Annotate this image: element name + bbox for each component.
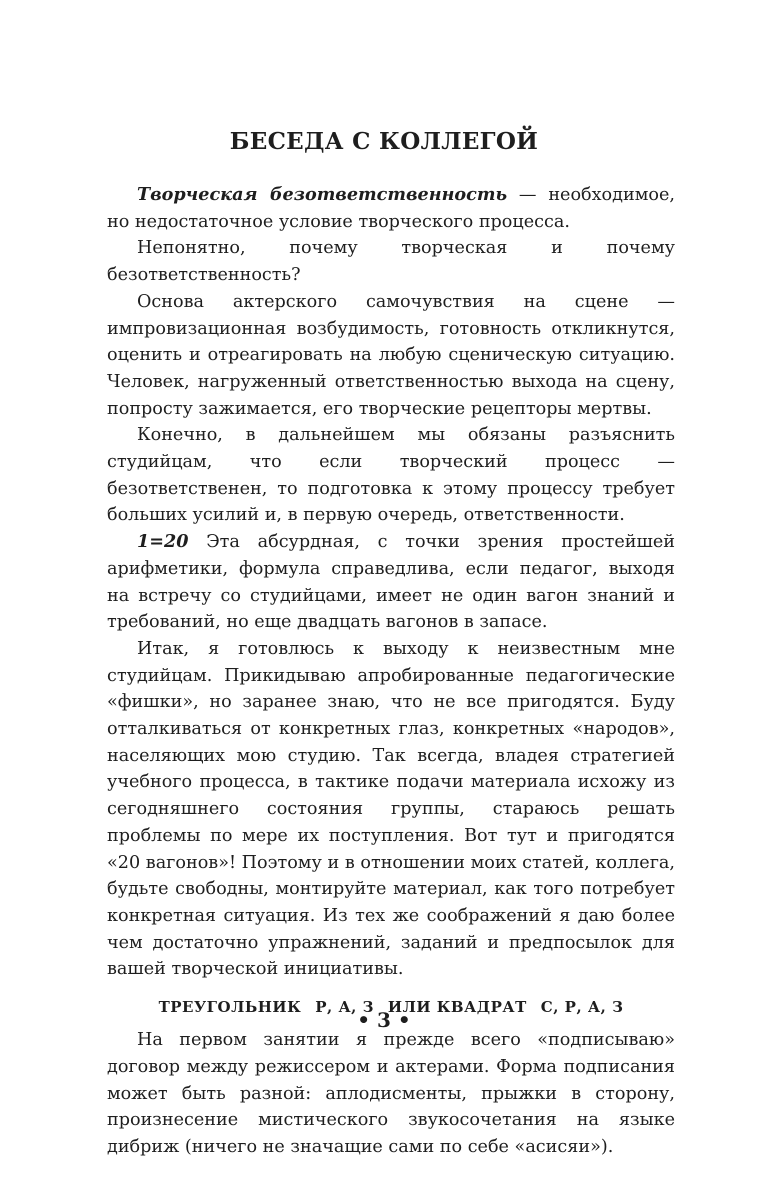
paragraph-4: Конечно, в дальнейшем мы обязаны разъяснить студийцам, что если творческий процесс — безответственен, то подготовка к этому процессу требует больших усилий и, в первую очередь, ответственности. bbox=[107, 425, 675, 526]
subheading-square-letters: С, Р, А, З bbox=[540, 998, 624, 1017]
page-title: БЕСЕДА С КОЛЛЕГОЙ bbox=[229, 128, 539, 155]
paragraph-5-text: Эта абсурдная, с точки зрения простейшей арифметики, формула справедлива, если педагог, выходя на встречу со студийцами, имеет не один вагон знаний и требований, но еще двадцать вагонов в запасе. bbox=[107, 532, 675, 633]
term-one-equals-twenty: 1=20 bbox=[137, 531, 189, 553]
subheading-or-square: ИЛИ КВАДРАТ bbox=[387, 998, 527, 1017]
subheading-triangle: ТРЕУГОЛЬНИК bbox=[158, 998, 302, 1017]
paragraph-3: Основа актерского самочувствия на сцене — импровизационная возбудимость, готовность откликнутся, оценить и отреагировать на любую сценическую ситуацию. Человек, нагруженный ответственностью выхода на сцену, попросту зажимается, его творческие рецепторы мертвы. bbox=[107, 291, 675, 419]
paragraph-2: Непонятно, почему творческая и почему безответственность? bbox=[107, 238, 675, 286]
paragraph-1-text: — необходимое, но недостаточное условие творческого процесса. bbox=[107, 185, 675, 232]
subheading-triangle-letters: Р, А, З bbox=[315, 998, 374, 1017]
paragraph-1 bbox=[107, 182, 675, 235]
paragraph-5 bbox=[107, 529, 675, 636]
paragraph-6: Итак, я готовлюсь к выходу к неизвестным мне студийцам. Прикидываю апробированные педагогические «фишки», но заранее знаю, что не все пригодятся. Буду отталкиваться от конкретных глаз, конкретных «народов», населяющих мою студию. Так всегда, владея стратегией учебного процесса, в тактике подачи материала исхожу из сегодняшнего состояния группы, стараюсь решать проблемы по мере их поступления. Вот тут и пригодятся «20 вагонов»! Поэтому и в отношении моих статей, коллега, будьте свободны, монтируйте материал, как того потребует конкретная ситуация. Из тех же соображений я даю более чем достаточно упражнений, заданий и предпосылок для вашей творческой инициативы. bbox=[107, 638, 675, 980]
term-creative-irresponsibility: Творческая безответственность bbox=[137, 184, 508, 205]
page-number: • 3 • bbox=[357, 1008, 411, 1032]
paragraph-7: На первом занятии я прежде всего «подписываю» договор между режиссером и актерами. Форма подписания может быть разной: аплодисменты, прыжки в сторону, произнесение мистического звукосочетания на языке дибриж (ничего не значащие сами по себе «асисяи»). bbox=[107, 1030, 675, 1157]
